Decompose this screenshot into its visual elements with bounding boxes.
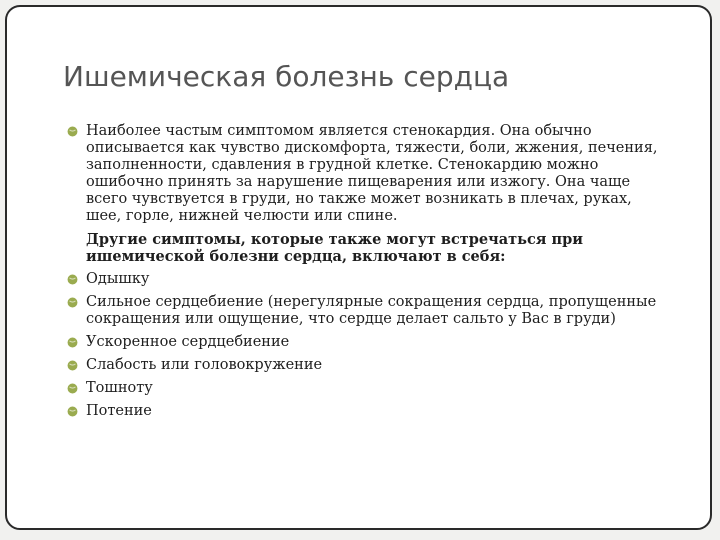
- slide-content: [67, 123, 667, 426]
- bullet-icon: [67, 126, 78, 137]
- list-item: [67, 357, 667, 374]
- list-item-text: Потение: [86, 403, 152, 419]
- list-item: [67, 271, 667, 288]
- bullet-icon: [67, 360, 78, 371]
- list-item: [67, 403, 667, 420]
- list-item-text: Одышку: [86, 271, 150, 287]
- list-item: [67, 334, 667, 351]
- intro-item: [67, 123, 667, 225]
- intro-text: Наиболее частым симптомом является стенокардия. Она обычно описывается как чувство дискомфорта, тяжести, боли, жжения, печения, заполненности, сдавления в грудной клетке. Стенокардию можно ошибочно принять за нарушение пищеварения или изжогу. Она чаще всего чувствуется в груди, но также может возникать в плечах, руках, шее, горле, нижней челюсти или спине.: [86, 123, 658, 224]
- list-item: [67, 380, 667, 397]
- slide-frame: [5, 5, 712, 530]
- bullet-icon: [67, 297, 78, 308]
- list-item-text: Ускоренное сердцебиение: [86, 334, 290, 350]
- bullet-icon: [67, 406, 78, 417]
- bullet-icon: [67, 274, 78, 285]
- list-item-text: Слабость или головокружение: [86, 357, 323, 373]
- bullet-icon: [67, 383, 78, 394]
- list-item-text: Тошноту: [86, 380, 153, 396]
- slide-title: Ишемическая болезнь сердца: [63, 60, 510, 93]
- list-item: [67, 294, 667, 328]
- bullet-icon: [67, 337, 78, 348]
- subheading-text: Другие симптомы, которые также могут встречаться при ишемической болезни сердца, включают в себя:: [86, 231, 584, 265]
- list-item-text: Сильное сердцебиение (нерегулярные сокращения сердца, пропущенные сокращения или ощущение, что сердце делает сальто у Вас в груди): [86, 294, 657, 327]
